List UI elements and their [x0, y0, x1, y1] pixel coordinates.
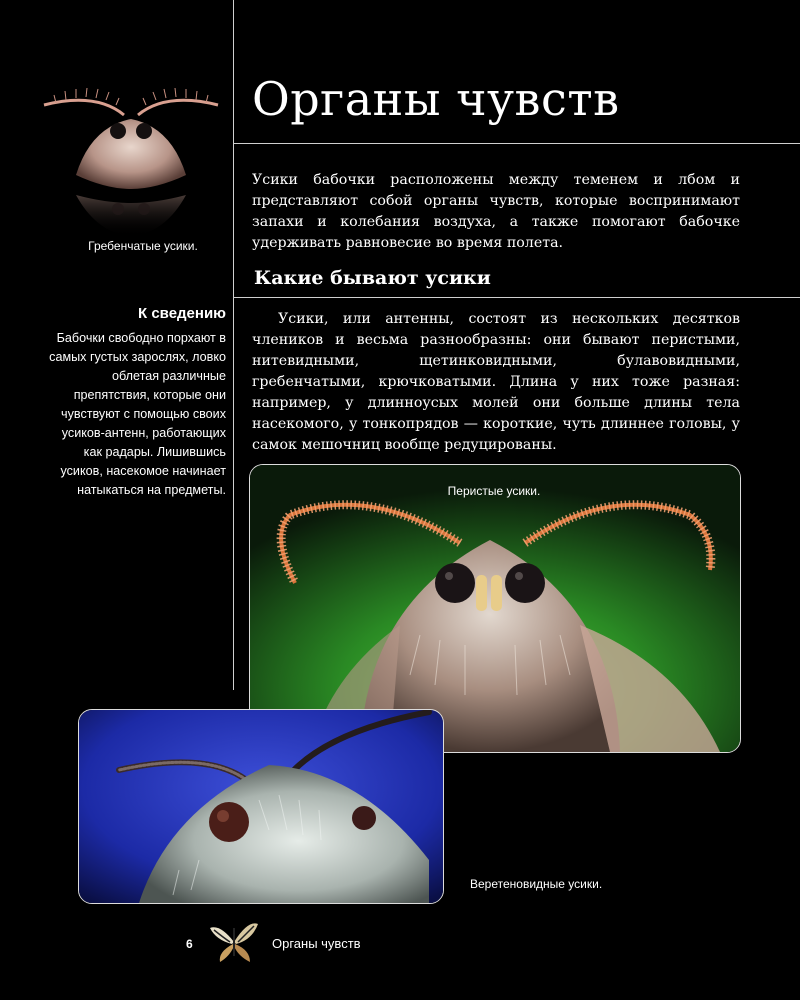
- aside-title: К сведению: [138, 305, 226, 322]
- feathered-caption: Перистые усики.: [447, 484, 541, 498]
- comb-antennae-photo: [36, 67, 226, 263]
- vertical-rule: [233, 0, 234, 690]
- footer-section-title: Органы чувств: [272, 936, 361, 951]
- comb-caption: Гребенчатые усики.: [88, 239, 198, 253]
- spindle-caption: Веретеновидные усики.: [470, 877, 603, 891]
- aside-text: Бабочки свободно порхают в самых густых зарослях, ловко облетая различные препятствия, которые они чувствуют с помощью своих усиков-антенн, работающих как радары. Лишившись усиков, насекомое начинает натыкаться на предметы.: [49, 331, 226, 497]
- lead-paragraph: Усики бабочки расположены между теменем и лбом и представляют собой органы чувств, которые воспринимают запахи и колебания воздуха, а также помогают бабочке удерживать равновесие во время полета.: [252, 172, 740, 251]
- page-number: 6: [186, 937, 193, 951]
- body-paragraph: Усики, или антенны, состоят из нескольких десятков члеников и весьма разнообразны: они бывают перистыми, нитевидными, щетинковидными, булавовидными, гребенчатыми, крючковатыми. Длина у них тоже разная: например, у длинноусых молей они больше длины тела насекомого, у тонкопрядов — короткие, чуть длиннее головы, у самок мешочниц вообще редуцированы.: [252, 311, 740, 453]
- section-heading: Какие бывают усики: [254, 267, 491, 289]
- subhead-rule: [233, 297, 800, 298]
- spindle-antennae-photo: [78, 709, 444, 904]
- page-title: Органы чувств: [252, 72, 620, 126]
- butterfly-icon: [206, 918, 262, 966]
- title-rule: [233, 143, 800, 144]
